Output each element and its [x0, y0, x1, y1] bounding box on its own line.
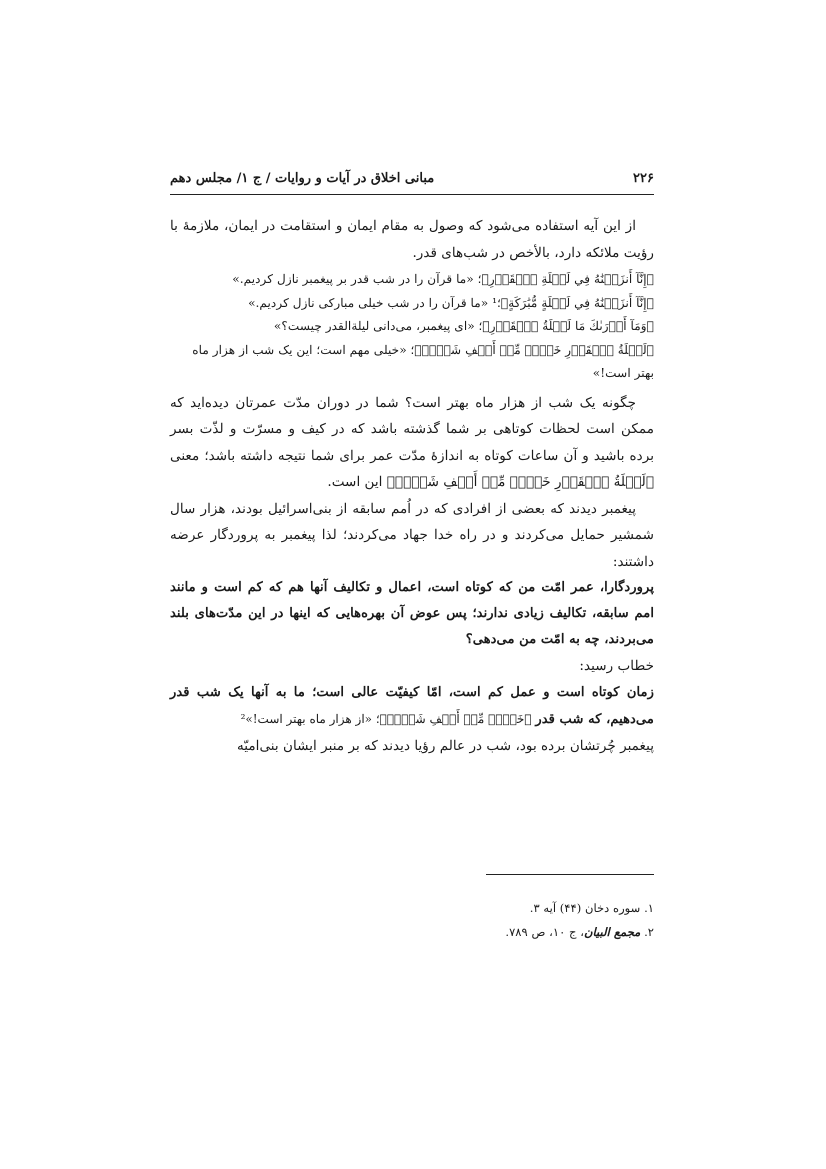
- footnote-2: [170, 920, 654, 944]
- divine-reply-verse: ﴿خَيۡرٞ مِّنۡ أَلۡفِ شَهۡرٖ﴾؛ «از هزار ماه بهتر است!»²: [240, 711, 536, 726]
- footnote-1: ۱. سوره دخان (۴۴) آیه ۳.: [529, 901, 654, 915]
- running-title: مبانی اخلاق در آیات و روایات / ج ۱/ مجلس دهم: [170, 171, 435, 186]
- paragraph-address: خطاب رسید:: [579, 658, 654, 674]
- quran-verse-list: [170, 268, 654, 386]
- quran-verse-line: ﴿لَيۡلَةُ ٱلۡقَدۡرِ خَيۡرٞ مِّنۡ أَلۡفِ شَهۡرٖ﴾؛ «خیلی مهم است؛ این یک شب از هزار ماه بهتر است!»: [192, 342, 654, 380]
- quran-verse-line: ﴿إِنَّآ أَنزَلۡنَٰهُ فِي لَيۡلَةِ ٱلۡقَدۡرِ﴾؛ «ما قرآن را در شب قدر بر پیغمبر نازل کردیم.»: [232, 272, 654, 286]
- page-number: ۲۲۶: [633, 171, 654, 186]
- footnote-2-source: مجمع البیان: [583, 925, 641, 939]
- footnotes: [170, 896, 654, 944]
- paragraph-explanation: چگونه یک شب از هزار ماه بهتر است؟ شما در دوران مدّت عمرتان دیده‌اید که ممکن است لحظات کوتاهی بر شما گذشته باشد که در کیف و مسرّت و لذّت بسر برده باشید و آن ساعات کوتاه به اندازهٔ مدّت عمر برای شما نتیجه داشته باشد؛ معنی ﴿لَيۡلَةُ ٱلۡقَدۡرِ خَيۡرٞ مِّنۡ أَلۡفِ شَهۡرٖ﴾ این است.: [170, 394, 654, 490]
- divine-reply-text: زمان کوتاه است و عمل کم است، امّا کیفیّت عالی است؛ ما به آنها یک شب قدر می‌دهیم، که شب قدر: [170, 684, 654, 727]
- prophet-supplication: پروردگارا، عمر امّت من که کوتاه است، اعمال و تکالیف آنها هم که کم است و مانند امم سابقه، تکالیف زیادی ندارند؛ پس عوض آن بهره‌هایی که اینها در این مدّت‌های بلند می‌بردند، چه به امّت من می‌دهی؟: [170, 580, 654, 647]
- paragraph-intro: از این آیه استفاده می‌شود که وصول به مقام ایمان و استقامت در ایمان، ملازمهٔ با رؤیت ملائکه دارد، بالأخص در شب‌های قدر.: [170, 218, 654, 261]
- quran-verse-line: ﴿وَمَآ أَدۡرَىٰكَ مَا لَيۡلَةُ ٱلۡقَدۡرِ﴾؛ «ای پیغمبر، می‌دانی لیلة‌القدر چیست؟»: [273, 319, 654, 333]
- footnote-separator: [486, 874, 654, 875]
- paragraph-prophet-saw: پیغمبر دیدند که بعضی از افرادی که در اُمم سابقه از بنی‌اسرائیل بودند، هزار سال شمشیر حمایل می‌کردند و در راه خدا جهاد می‌کردند؛ لذا پیغمبر به پروردگار عرضه داشتند:: [170, 500, 654, 570]
- divine-reply: [170, 680, 654, 733]
- footnote-2-rest: ، ج ۱۰، ص ۷۸۹.: [505, 925, 584, 939]
- book-page: [170, 168, 654, 948]
- page-body: [170, 213, 654, 759]
- quran-verse-line: ﴿إِنَّآ أَنزَلۡنَٰهُ فِي لَيۡلَةٍ مُّبَٰرَكَةٍ﴾؛¹ «ما قرآن را در شب خیلی مبارکی نازل کردیم.»: [248, 295, 654, 310]
- paragraph-dream: پیغمبر چُرتشان برده بود، شب در عالم رؤیا دیدند که بر منبر ایشان بنی‌امیّه: [237, 737, 654, 754]
- footnote-2-number: ۲.: [640, 925, 654, 939]
- page-header: [170, 168, 654, 195]
